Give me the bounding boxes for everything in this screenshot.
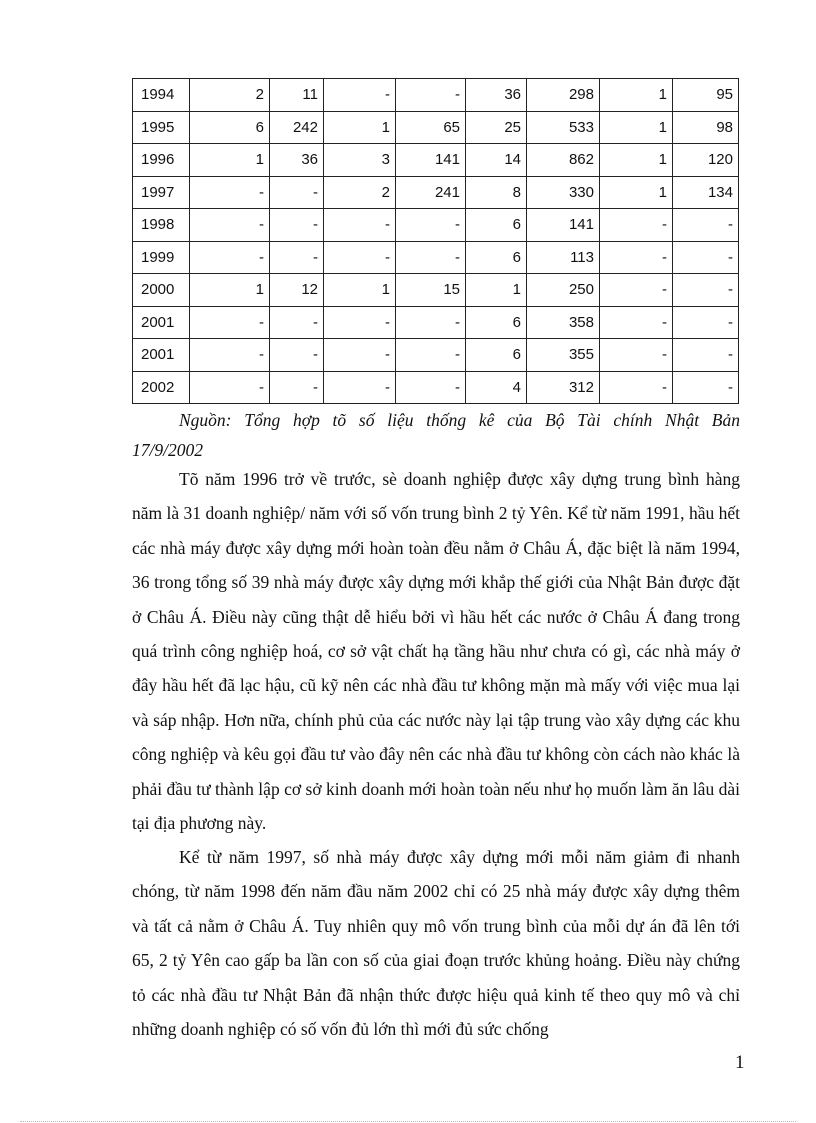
table-cell: - xyxy=(396,209,466,242)
table-cell: - xyxy=(190,241,270,274)
table-cell: 2 xyxy=(190,79,270,112)
table-cell: 141 xyxy=(396,144,466,177)
table-cell: - xyxy=(600,274,673,307)
table-cell: 241 xyxy=(396,176,466,209)
table-cell: 6 xyxy=(466,209,527,242)
table-cell: - xyxy=(324,241,396,274)
year-cell: 2002 xyxy=(133,371,190,404)
table-cell: 1 xyxy=(324,111,396,144)
table-cell: - xyxy=(324,371,396,404)
table-cell: 141 xyxy=(527,209,600,242)
table-cell: - xyxy=(270,176,324,209)
year-cell: 2000 xyxy=(133,274,190,307)
table-cell: - xyxy=(190,371,270,404)
table-cell: - xyxy=(190,339,270,372)
table-cell: - xyxy=(600,209,673,242)
table-cell: 2 xyxy=(324,176,396,209)
table-row xyxy=(133,306,739,339)
table-row xyxy=(133,274,739,307)
year-cell: 1997 xyxy=(133,176,190,209)
table-cell: - xyxy=(190,306,270,339)
table-cell: - xyxy=(270,371,324,404)
table-cell: 120 xyxy=(673,144,739,177)
table-cell: 298 xyxy=(527,79,600,112)
table-cell: 1 xyxy=(600,79,673,112)
table-cell: - xyxy=(600,371,673,404)
table-cell: 242 xyxy=(270,111,324,144)
table-cell: 355 xyxy=(527,339,600,372)
statistics-table xyxy=(132,78,739,404)
table-cell: - xyxy=(270,306,324,339)
table-body xyxy=(133,79,739,404)
table-cell: - xyxy=(396,241,466,274)
table-row xyxy=(133,209,739,242)
table-cell: 312 xyxy=(527,371,600,404)
table-cell: - xyxy=(324,79,396,112)
table-cell: 98 xyxy=(673,111,739,144)
table-cell: 11 xyxy=(270,79,324,112)
table-cell: 12 xyxy=(270,274,324,307)
table-row xyxy=(133,241,739,274)
table-cell: 36 xyxy=(270,144,324,177)
table-row xyxy=(133,144,739,177)
paragraph-1: Tõ năm 1996 trở về trước, sè doanh nghiệp được xây dựng trung bình hàng năm là 31 doanh nghiệp/ năm với số vốn trung bình 2 tỷ Yên. Kể từ năm 1991, hầu hết các nhà máy được xây dựng mới hoàn toàn đều nằm ở Châu Á, đặc biệt là năm 1994, 36 trong tổng số 39 nhà máy được xây dựng mới khắp thế giới của Nhật Bản được đặt ở Châu Á. Điều này cũng thật dễ hiểu bởi vì hầu hết các nước ở Châu Á đang trong quá trình công nghiệp hoá, cơ sở vật chất hạ tầng hầu như chưa có gì, các nhà máy ở đây hầu hết đã lạc hậu, cũ kỹ nên các nhà đầu tư không mặn mà mấy với việc mua lại và sáp nhập. Hơn nữa, chính phủ của các nước này lại tập trung vào xây dựng các khu công nghiệp và kêu gọi đầu tư vào đây nên các nhà đầu tư không còn cách nào khác là phải đầu tư thành lập cơ sở kinh doanh mới hoàn toàn nếu như họ muốn làm ăn lâu dài tại địa phương này. xyxy=(132,469,740,834)
table-row xyxy=(133,371,739,404)
year-cell: 1995 xyxy=(133,111,190,144)
table-cell: - xyxy=(190,209,270,242)
table-cell: 6 xyxy=(466,241,527,274)
page-bottom-border xyxy=(20,1121,796,1122)
table-cell: 6 xyxy=(466,339,527,372)
table-cell: 15 xyxy=(396,274,466,307)
table-row xyxy=(133,339,739,372)
table-row xyxy=(133,176,739,209)
table-cell: - xyxy=(600,241,673,274)
table-cell: 1 xyxy=(466,274,527,307)
table-row xyxy=(133,111,739,144)
table-cell: - xyxy=(396,371,466,404)
table-cell: 6 xyxy=(190,111,270,144)
table-cell: 113 xyxy=(527,241,600,274)
year-cell: 1996 xyxy=(133,144,190,177)
table-cell: - xyxy=(673,241,739,274)
source-note xyxy=(132,405,740,465)
table-cell: - xyxy=(396,306,466,339)
table-cell: - xyxy=(270,241,324,274)
table-cell: - xyxy=(190,176,270,209)
table-cell: 134 xyxy=(673,176,739,209)
page-number: 1 xyxy=(735,1052,745,1073)
table-cell: 65 xyxy=(396,111,466,144)
table-cell: - xyxy=(673,371,739,404)
table-cell: 862 xyxy=(527,144,600,177)
table-cell: 1 xyxy=(324,274,396,307)
table-cell: 25 xyxy=(466,111,527,144)
table-cell: - xyxy=(600,306,673,339)
table-cell: 330 xyxy=(527,176,600,209)
table-cell: - xyxy=(673,274,739,307)
paragraph-2: Kể từ năm 1997, số nhà máy được xây dựng mới mỗi năm giảm đi nhanh chóng, từ năm 1998 đến năm đầu năm 2002 chỉ có 25 nhà máy được xây dựng thêm và tất cả nằm ở Châu Á. Tuy nhiên quy mô vốn trung bình của mỗi dự án đã lên tới 65, 2 tỷ Yên cao gấp ba lần con số của giai đoạn trước khủng hoảng. Điều này chứng tỏ các nhà đầu tư Nhật Bản đã nhận thức được hiệu quả kinh tế theo quy mô và chỉ những doanh nghiệp có số vốn đủ lớn thì mới đủ sức chống xyxy=(132,847,740,1040)
table-cell: - xyxy=(600,339,673,372)
table-cell: 95 xyxy=(673,79,739,112)
table-cell: - xyxy=(396,79,466,112)
table-cell: - xyxy=(673,306,739,339)
table-cell: - xyxy=(270,339,324,372)
table-cell: 533 xyxy=(527,111,600,144)
table-cell: 1 xyxy=(600,176,673,209)
table-cell: 1 xyxy=(190,144,270,177)
table-cell: 36 xyxy=(466,79,527,112)
table-cell: 14 xyxy=(466,144,527,177)
table-cell: 6 xyxy=(466,306,527,339)
table-cell: 3 xyxy=(324,144,396,177)
source-line-1: Nguồn: Tổng hợp tõ số liệu thống kê của Bộ Tài chính Nhật Bản xyxy=(179,410,740,430)
table-cell: - xyxy=(673,209,739,242)
table-cell: 250 xyxy=(527,274,600,307)
table-cell: 1 xyxy=(600,144,673,177)
year-cell: 2001 xyxy=(133,339,190,372)
table-cell: - xyxy=(396,339,466,372)
table-cell: 4 xyxy=(466,371,527,404)
year-cell: 1994 xyxy=(133,79,190,112)
table-cell: - xyxy=(324,306,396,339)
year-cell: 1998 xyxy=(133,209,190,242)
source-line-2: 17/9/2002 xyxy=(132,440,203,460)
table-cell: 8 xyxy=(466,176,527,209)
year-cell: 2001 xyxy=(133,306,190,339)
table-cell: 1 xyxy=(190,274,270,307)
table-cell: - xyxy=(324,339,396,372)
table-cell: 358 xyxy=(527,306,600,339)
table-cell: - xyxy=(270,209,324,242)
table-cell: - xyxy=(324,209,396,242)
table-row xyxy=(133,79,739,112)
table-cell: 1 xyxy=(600,111,673,144)
year-cell: 1999 xyxy=(133,241,190,274)
table-cell: - xyxy=(673,339,739,372)
